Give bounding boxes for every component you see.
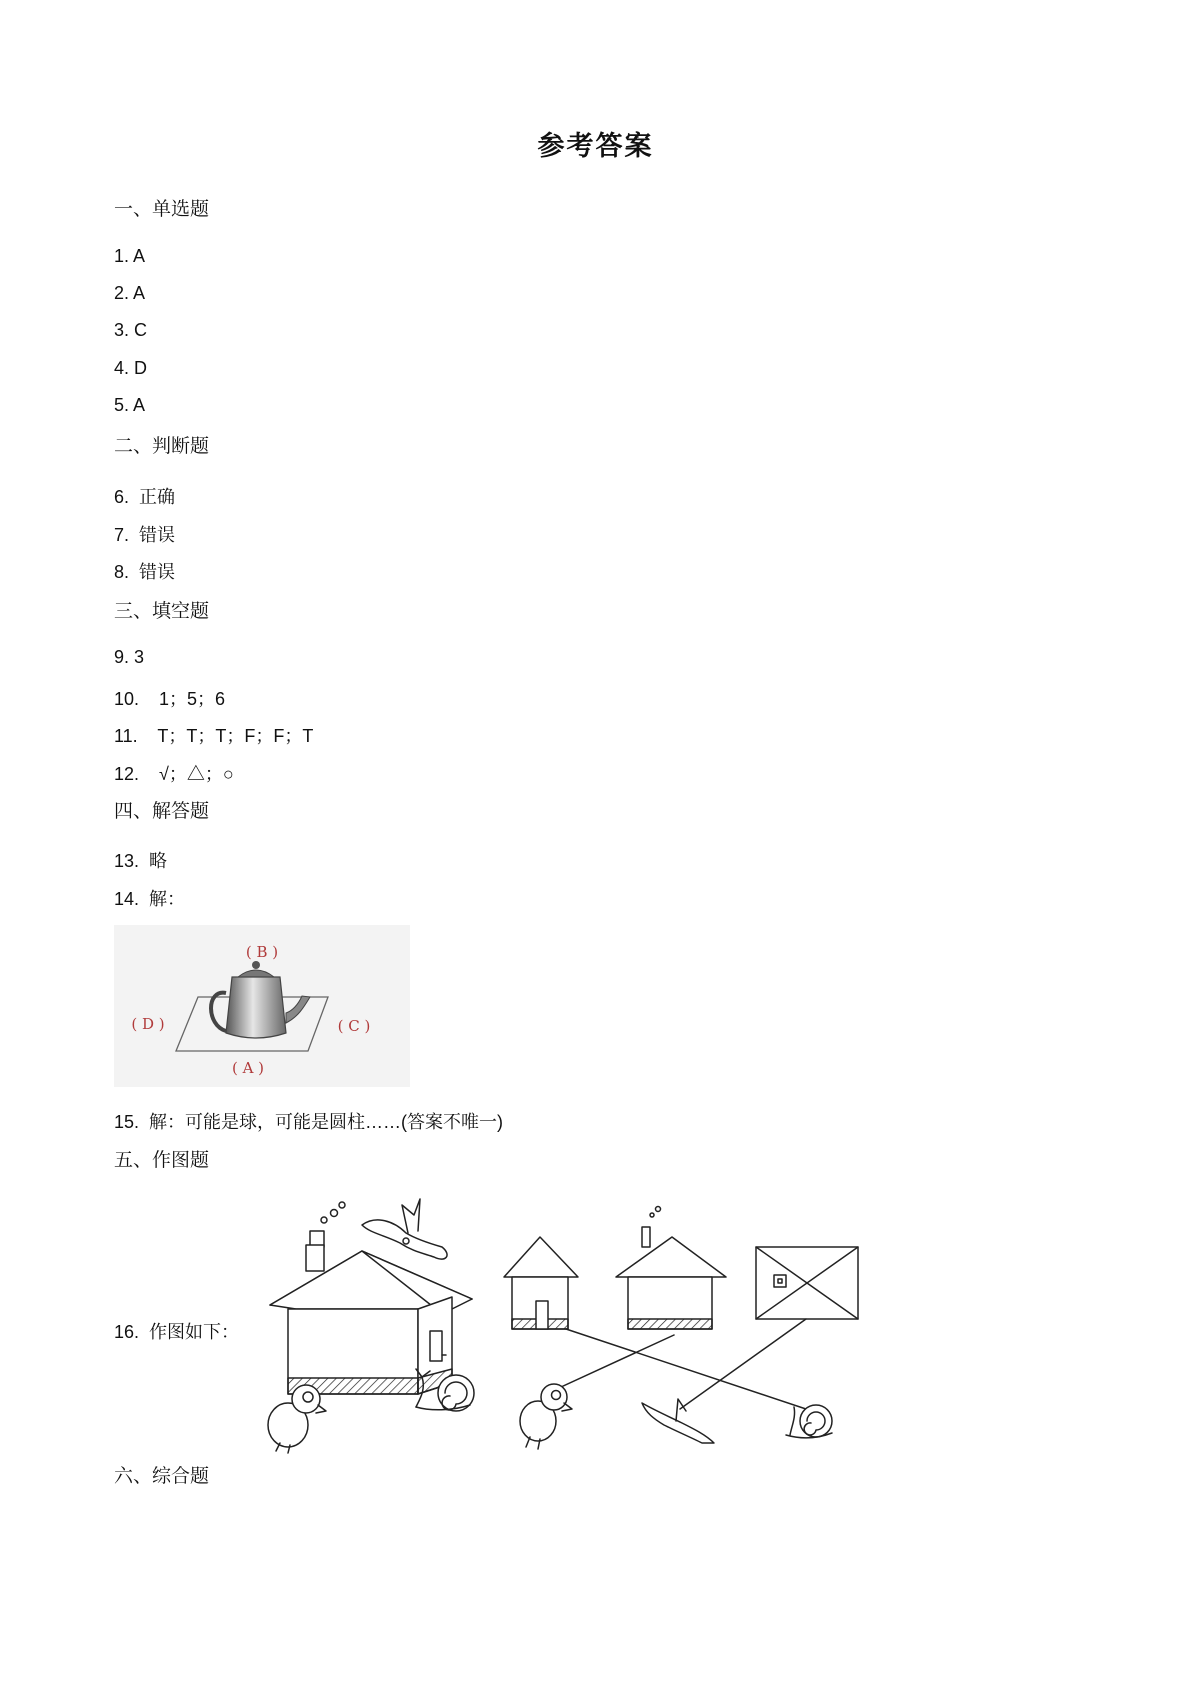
house-views-figure (266, 1185, 936, 1455)
answer-item: 13. 略 (114, 851, 168, 871)
top-view-square-drawing (756, 1247, 858, 1319)
snail-drawing-right (786, 1405, 832, 1438)
answer-item: 7. 错误 (114, 525, 176, 545)
chicken-drawing-left (268, 1385, 326, 1453)
section-heading: 一、单选题 (114, 198, 210, 220)
view-label-top: ( B ) (245, 943, 279, 961)
flying-bird-drawing (362, 1199, 447, 1259)
answer-item: 16. 作图如下： (114, 1322, 240, 1342)
answer-item: 15. 解：可能是球，可能是圆柱……(答案不唯一) (114, 1112, 504, 1132)
view-label-bottom: ( A ) (231, 1059, 265, 1077)
small-house-drawing-1 (504, 1237, 578, 1329)
answer-item: 12. √；△；○ (114, 764, 234, 784)
section-heading: 二、判断题 (114, 435, 210, 457)
answer-item: 4. D (114, 358, 148, 378)
answer-item: 14. 解： (114, 889, 186, 909)
teapot-body-shape (226, 977, 286, 1038)
answer-item: 8. 错误 (114, 562, 176, 582)
answer-item: 10. 1；5；6 (114, 689, 226, 709)
small-house-drawing-2 (616, 1207, 726, 1330)
matching-line (680, 1319, 806, 1409)
section-heading: 五、作图题 (114, 1149, 210, 1171)
answer-item: 3. C (114, 320, 148, 340)
section-heading: 三、填空题 (114, 600, 210, 622)
section-heading: 六、综合题 (114, 1465, 210, 1487)
answer-item: 2. A (114, 283, 146, 303)
section-heading: 四、解答题 (114, 800, 210, 822)
view-label-left: ( D ) (131, 1015, 165, 1033)
view-label-right: ( C ) (337, 1017, 371, 1035)
page-title: 参考答案 (537, 131, 654, 162)
answer-item: 1. A (114, 246, 146, 266)
answer-item: 5. A (114, 395, 146, 415)
chicken-drawing-right (520, 1384, 572, 1449)
answer-item: 9. 3 (114, 647, 145, 667)
answer-item: 6. 正确 (114, 487, 176, 507)
flying-bird-drawing-right (642, 1399, 714, 1443)
answer-item: 11. T；T；T；F；F；T (114, 726, 314, 746)
teapot-views-figure (114, 925, 410, 1087)
matching-line (566, 1329, 806, 1409)
